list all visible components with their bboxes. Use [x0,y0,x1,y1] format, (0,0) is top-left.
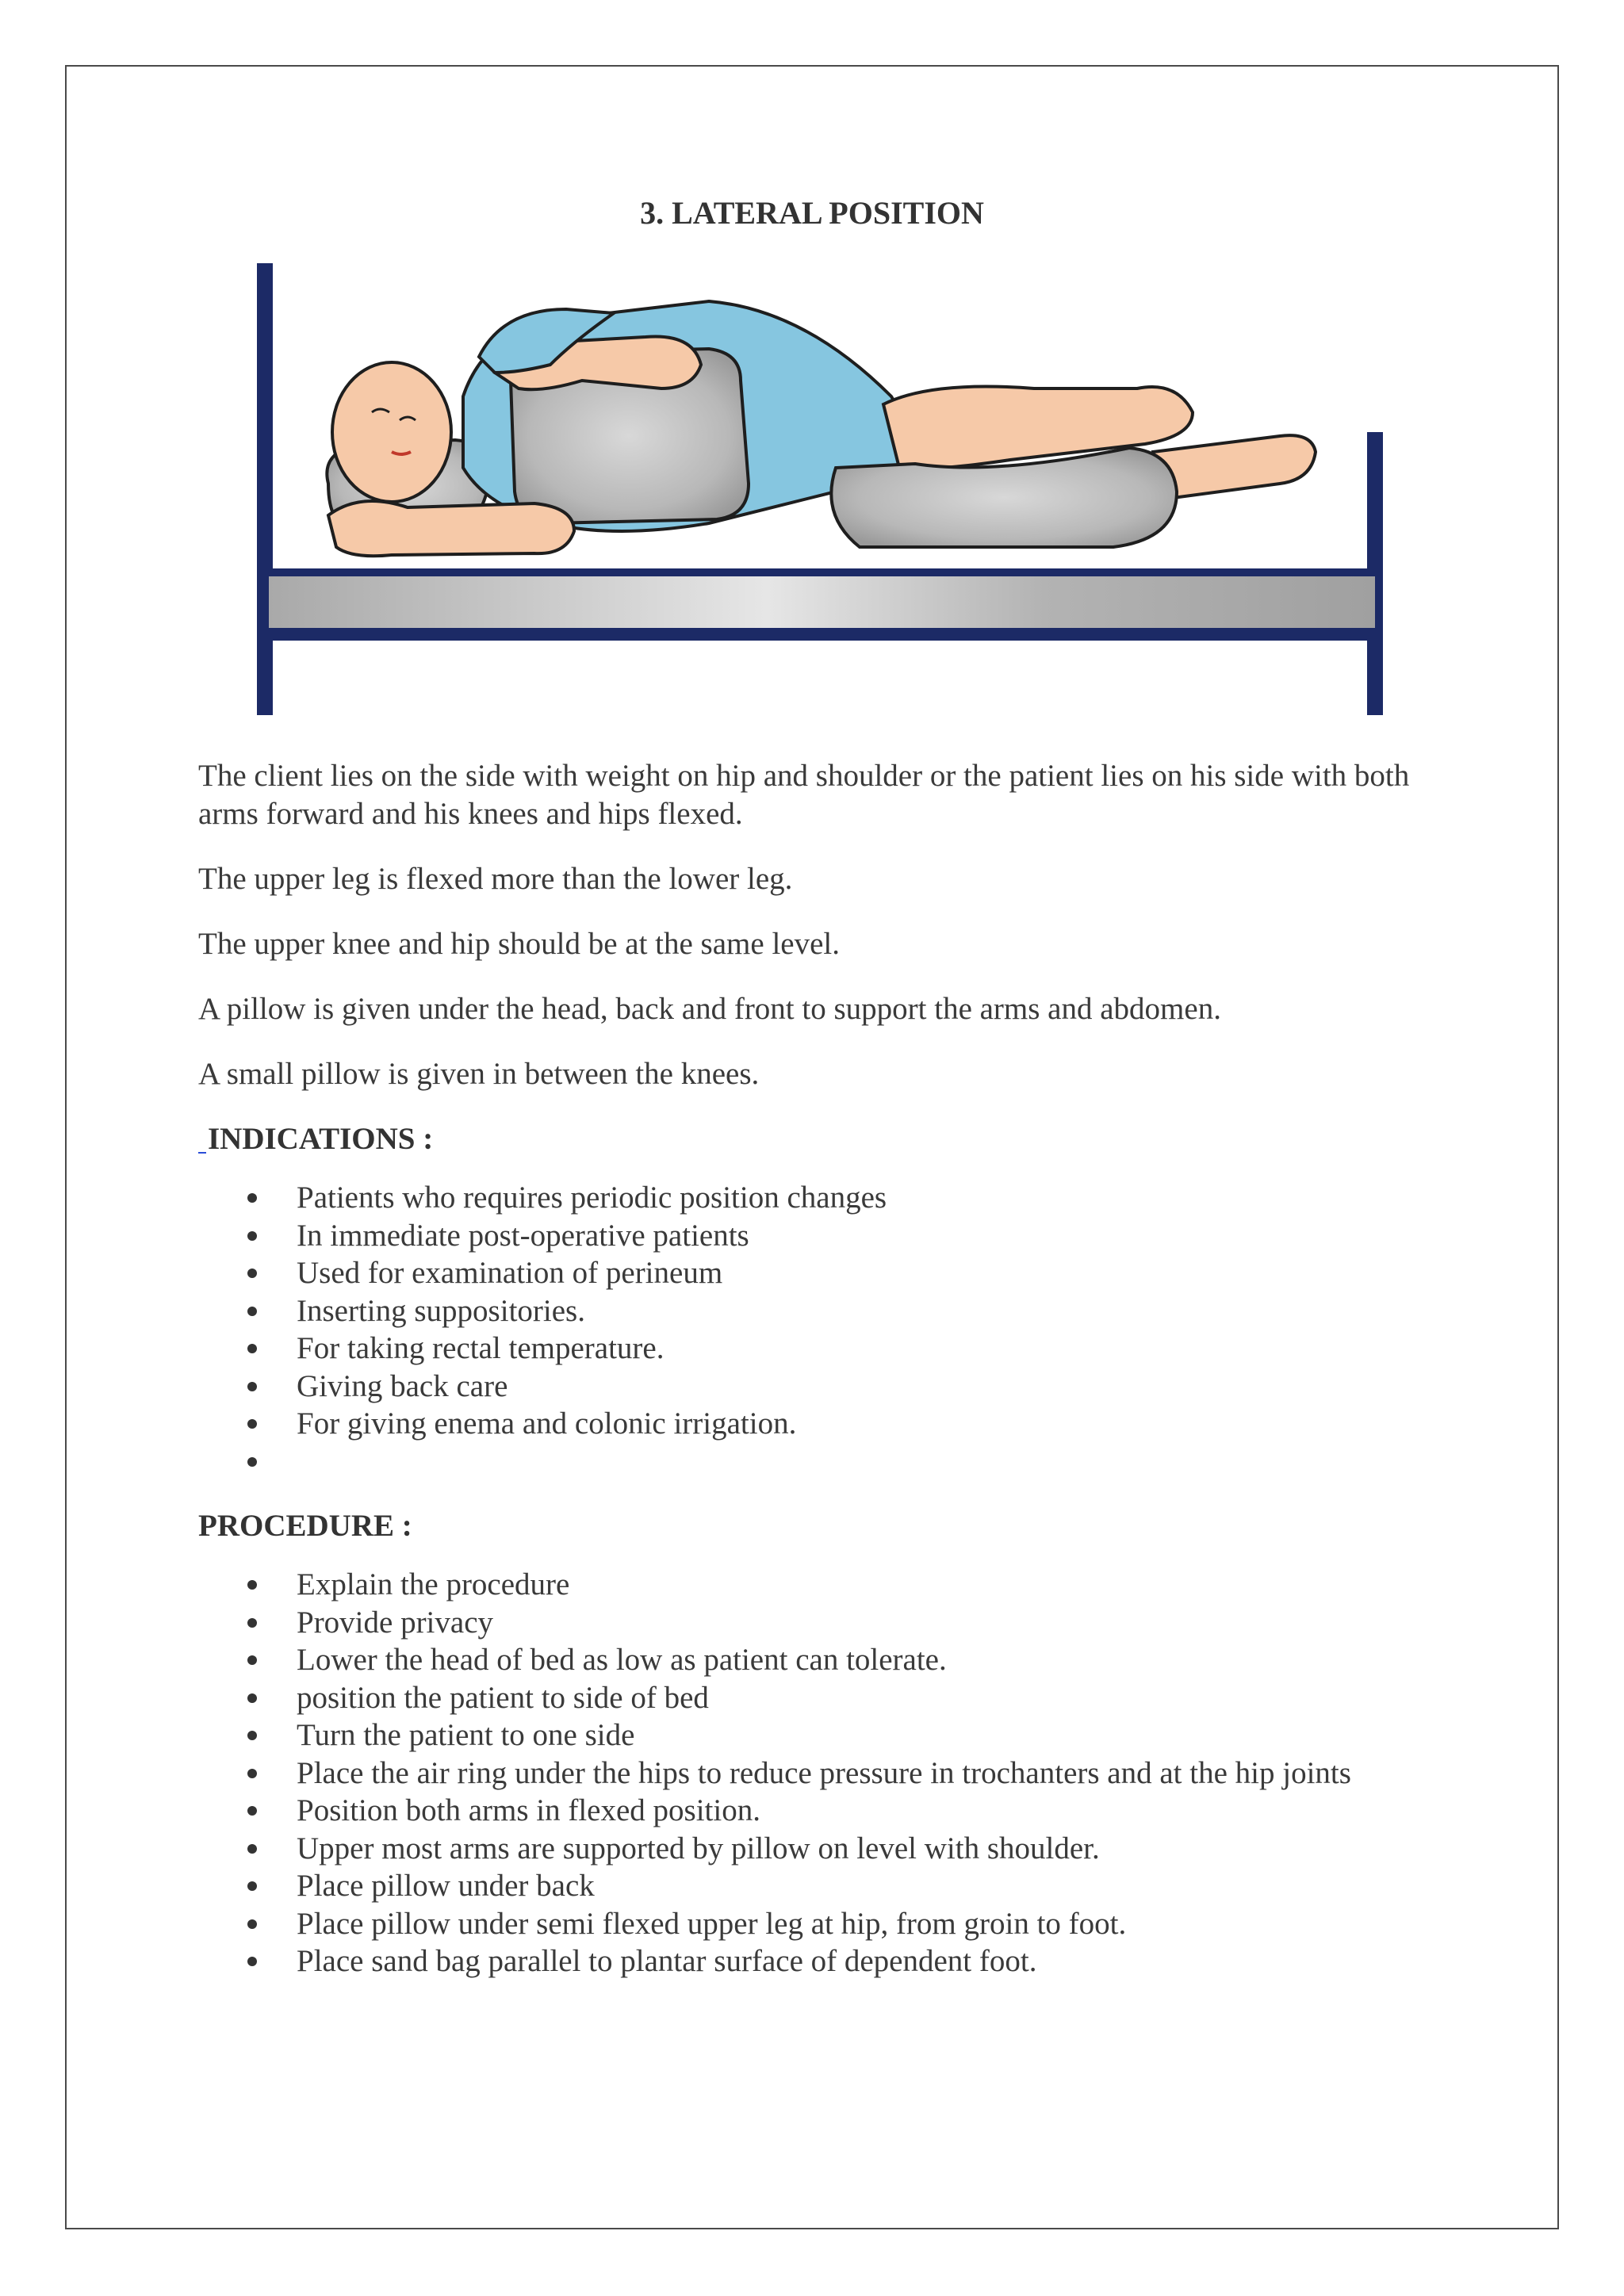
procedure-heading: PROCEDURE : [198,1509,412,1543]
mattress [269,575,1375,632]
list-item: Inserting suppositories. [198,1292,1435,1330]
paragraph-description: The client lies on the side with weight on hip and shoulder or the patient lies on his side with both arms forward and his knees and hips flexed. [198,759,1410,831]
list-item: Used for examination of perineum [198,1254,1435,1292]
list-item: Giving back care [198,1368,1435,1406]
list-item: Explain the procedure [198,1566,1435,1604]
lateral-position-illustration [201,254,1431,733]
indications-list [198,1179,1435,1480]
hyperlink-mark[interactable] [198,1120,206,1154]
list-item: Provide privacy [198,1604,1435,1642]
list-item: Place sand bag parallel to plantar surface of dependent foot. [198,1942,1435,1980]
page-title: 3. LATERAL POSITION [640,195,984,231]
list-item: Place pillow under semi flexed upper leg at hip, from groin to foot. [198,1905,1435,1943]
lower-arm [328,501,574,556]
procedure-list [198,1566,1435,1980]
list-item: For giving enema and colonic irrigation. [198,1405,1435,1443]
list-item: Patients who requires periodic position changes [198,1179,1435,1217]
paragraph-knee-hip: The upper knee and hip should be at the same level. [198,927,840,961]
list-item: Lower the head of bed as low as patient can tolerate. [198,1641,1435,1679]
list-item: For taking rectal temperature. [198,1330,1435,1368]
list-item: Upper most arms are supported by pillow on level with shoulder. [198,1830,1435,1868]
list-item: Place the air ring under the hips to reduce pressure in trochanters and at the hip joints [198,1755,1435,1793]
paragraph-small-pillow: A small pillow is given in between the knees. [198,1057,760,1091]
list-item: Place pillow under back [198,1867,1435,1905]
paragraph-leg-flex: The upper leg is flexed more than the lower leg. [198,862,793,896]
paragraph-pillow-support: A pillow is given under the head, back and front to support the arms and abdomen. [198,992,1221,1026]
list-item: Position both arms in flexed position. [198,1792,1435,1830]
document-body [198,757,1435,2007]
patient-head [332,362,451,502]
indications-heading: INDICATIONS : [198,1120,1435,1158]
list-item: In immediate post-operative patients [198,1217,1435,1255]
list-item: Turn the patient to one side [198,1716,1435,1755]
list-item: position the patient to side of bed [198,1679,1435,1717]
list-item [198,1443,1435,1481]
